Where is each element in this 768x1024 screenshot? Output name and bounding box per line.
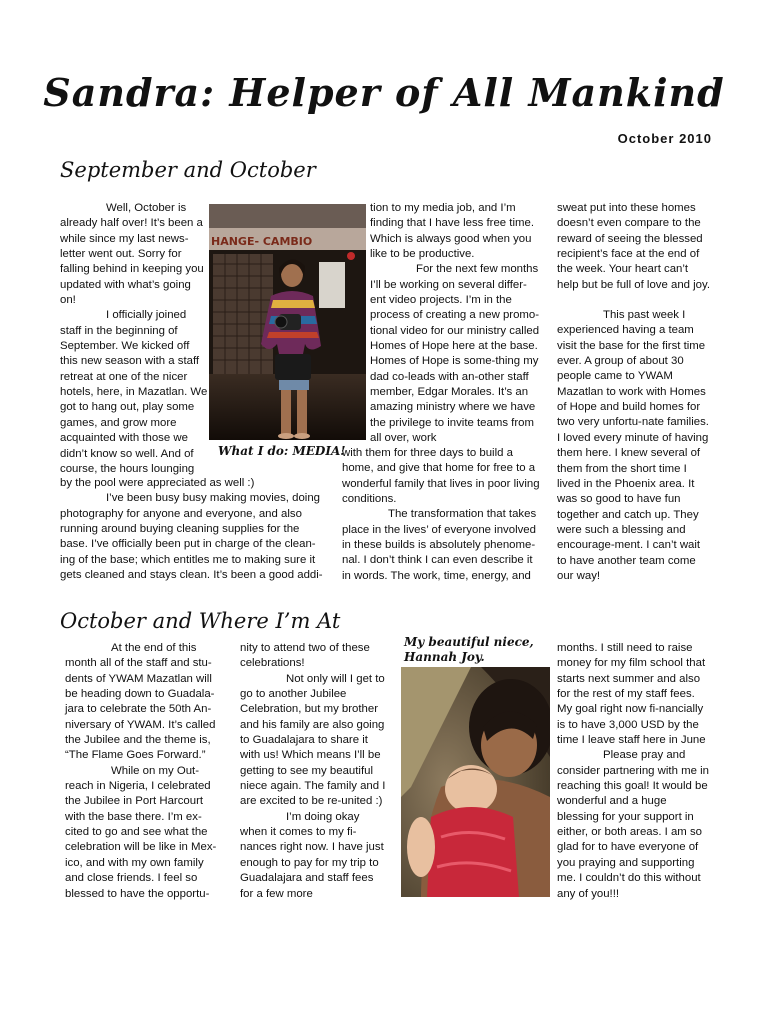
paragraph: At the end of this month all of the staff and stu-dents of YWAM Mazatlan will be heading down to Guadala-jara to celebrate the 50th An-niversary of YWAM. It’s called the Jubilee and the theme is, “The Flame Goes Forward.” bbox=[65, 642, 216, 762]
section-heading-september: September and October bbox=[60, 158, 316, 182]
section-heading-october: October and Where I’m At bbox=[60, 609, 341, 633]
niece-photo bbox=[401, 667, 550, 897]
media-photo-caption: What I do: MEDIA! bbox=[218, 444, 346, 458]
paragraph: I’ve been busy busy making movies, doing photography for anyone and everyone, and also running around buying cleaning supplies for the base. I’ve officially been put in charge of the clean-ing of the base; which entitles me to making sure it gets cleaned and stays clean. It’s been a good addi- bbox=[60, 492, 323, 582]
issue-date: October 2010 bbox=[617, 131, 712, 146]
paragraph: This past week I experienced having a team visit the base for the first time ever. A group of about 30 people came to YWAM Mazatlan to work with Homes of Hope and build homes for two very unfortu-nate families. I loved every minute of having them here. I knew several of them from the short time I lived in the Phoenix area. It was so good to have fun together and catch up. They were such a blessing and encourage-ment. I can’t wait to have another team come our way! bbox=[557, 309, 709, 582]
store-sign-text: HANGE- CAMBIO bbox=[211, 235, 313, 248]
newsletter-title: Sandra: Helper of All Mankind bbox=[43, 70, 725, 115]
paragraph: Not only will I get to go to another Jubilee Celebration, but my brother and his family are also going to Guadalajara to share it with us! Which means I’ll be getting to see my beautiful niece again. The family and I are excited to be re-united :) bbox=[240, 672, 386, 808]
paragraph: Well, October is already half over! It’s been a while since my last news-letter went out. Sorry for falling behind in keeping you updated with what’s going on! bbox=[60, 202, 204, 307]
paragraph: months. I still need to raise money for my film school that starts next summer and also for the rest of my staff fees. My goal right now fi-nancially is to have 3,000 USD by the time I leave staff here in June bbox=[557, 642, 706, 747]
woman-holding-baby-image bbox=[401, 667, 550, 897]
paragraph: nity to attend two of these celebrations! bbox=[240, 642, 370, 670]
paragraph: Please pray and consider partnering with me in reaching this goal! It would be wonderful and a huge blessing for your support in either, or both areas. I am so glad for to have everyone of you praying and supporting me. I couldn’t do this without any of you!!! bbox=[557, 749, 709, 900]
s1-column-3 bbox=[557, 201, 711, 584]
paragraph: tion to my media job, and I’m finding that I have less free time. Which is always good when you like to be productive. bbox=[370, 202, 534, 261]
paragraph: sweat put into these homes doesn’t even compare to the reward of seeing the blessed recipient’s face at the end of the week. Your heart can’t help but be full of love and joy. bbox=[557, 202, 711, 291]
woman-with-camera-image bbox=[209, 204, 366, 440]
media-photo bbox=[209, 204, 366, 440]
paragraph: The transformation that takes place in the lives’ of everyone involved in these builds is absolutely phenome-nal. I don’t think I can even describe it in words. The work, time, energy, and bbox=[342, 508, 537, 582]
paragraph: with them for three days to build a home, and give that home for free to a wonderful family that lives in poor living conditions. bbox=[342, 447, 540, 506]
s1-column-2-bottom bbox=[342, 446, 542, 584]
s2-column-1 bbox=[65, 641, 225, 902]
s1-column-1-wide bbox=[60, 476, 324, 583]
paragraph: by the pool were appreciated as well :) bbox=[60, 477, 255, 489]
paragraph: For the next few months I’ll be working on several differ-ent video projects. I’m in the process of creating a new promo-tional video for our ministry called Homes of Hope here at the base. Homes of Hope is some-thing my dad co-leads with an-other staff member, Edgar Morales. It’s an amazing ministry where we have the privilege to invite teams from all over, work bbox=[370, 263, 540, 445]
s2-column-3 bbox=[557, 641, 711, 902]
paragraph: I officially joined staff in the beginning of September. We kicked off this new season with a staff retreat at one of the nicer hotels, here, in Mazatlan. We got to hang out, play some games, and grow more acquainted with those we didn’t know so well. And of course, the hours lounging bbox=[60, 309, 208, 475]
paragraph: I’m doing okay when it comes to my fi-nances right now. I have just enough to pay for my trip to Guadalajara and staff fees for a few more bbox=[240, 810, 384, 900]
s1-column-2-top bbox=[370, 201, 540, 447]
paragraph: While on my Out-reach in Nigeria, I celebrated the Jubilee in Port Harcourt with the base there. I’m ex-cited to go and see what the celebration will be like in Mex-ico, and with my own family and close friends. I feel so blessed to have the opportu- bbox=[65, 764, 217, 900]
s2-column-2 bbox=[240, 641, 386, 902]
s1-column-1 bbox=[60, 201, 208, 477]
niece-photo-caption: My beautiful niece, Hannah Joy. bbox=[404, 635, 534, 664]
